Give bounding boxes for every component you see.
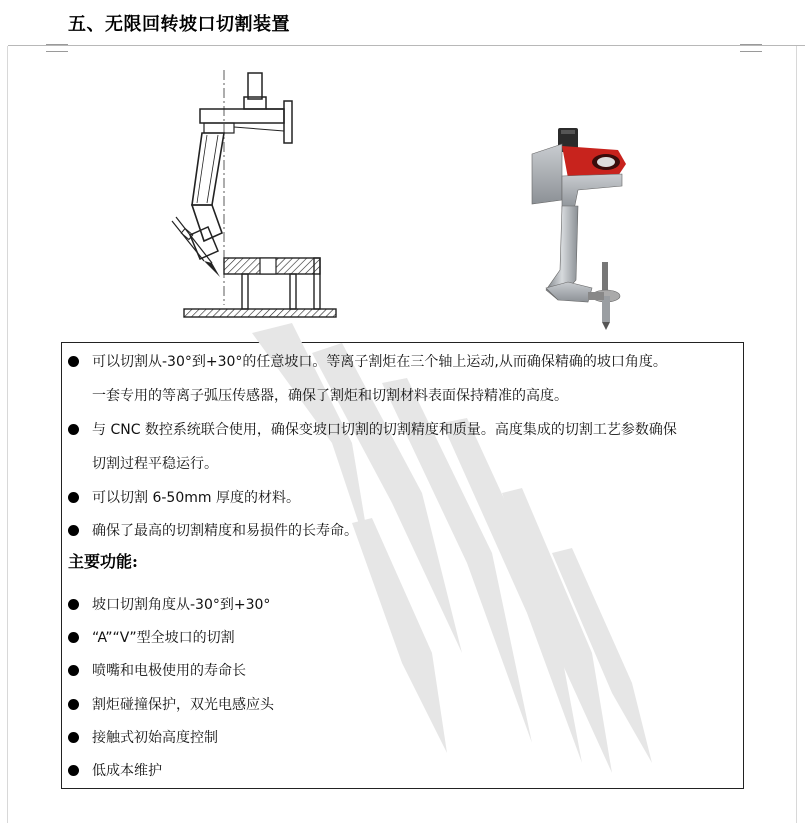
margin-mark-left (46, 44, 68, 52)
main-functions-heading: 主要功能: (68, 552, 138, 571)
bullet-dot-icon (68, 699, 79, 710)
page-edge-left (7, 46, 8, 823)
bullet-dot-icon (68, 732, 79, 743)
header-rule (8, 45, 805, 46)
margin-mark-right (740, 44, 762, 52)
list-item-text: 割炬碰撞保护，双光电感应头 (92, 697, 274, 713)
bullet-dot-icon (68, 492, 79, 503)
bullet-dot-icon (68, 632, 79, 643)
bullet-dot-icon (68, 765, 79, 776)
list-item-text: 确保了最高的切割精度和易损件的长寿命。 (92, 523, 358, 539)
list-item-text: 可以切割从-30°到+30°的任意坡口。等离子割炬在三个轴上运动,从而确保精确的坡口角度。 (92, 354, 667, 370)
bullet-dot-icon (68, 424, 79, 435)
bevel-cutting-head-render-icon (518, 120, 650, 340)
list-item-text: “A”“V”型全坡口的切割 (92, 630, 235, 646)
list-item-text: 低成本维护 (92, 763, 162, 779)
feature-box (61, 342, 744, 789)
list-item-text: 一套专用的等离子弧压传感器，确保了割炬和切割材料表面保持精准的高度。 (92, 388, 568, 404)
bullet-dot-icon (68, 356, 79, 367)
list-item-text: 切割过程平稳运行。 (92, 456, 218, 472)
list-item-text: 坡口切割角度从-30°到+30° (92, 597, 271, 613)
list-item-text: 可以切割 6-50mm 厚度的材料。 (92, 490, 300, 506)
list-item-text: 与 CNC 数控系统联合使用，确保变坡口切割的切割精度和质量。高度集成的切割工艺参数确保 (92, 422, 677, 438)
list-item-text: 接触式初始高度控制 (92, 730, 218, 746)
bullet-dot-icon (68, 599, 79, 610)
page-title: 五、无限回转坡口切割装置 (68, 14, 290, 35)
page-edge-right (796, 46, 797, 823)
bullet-dot-icon (68, 525, 79, 536)
bullet-dot-icon (68, 665, 79, 676)
list-item-text: 喷嘴和电极使用的寿命长 (92, 663, 246, 679)
bevel-torch-schematic-icon (160, 65, 360, 325)
